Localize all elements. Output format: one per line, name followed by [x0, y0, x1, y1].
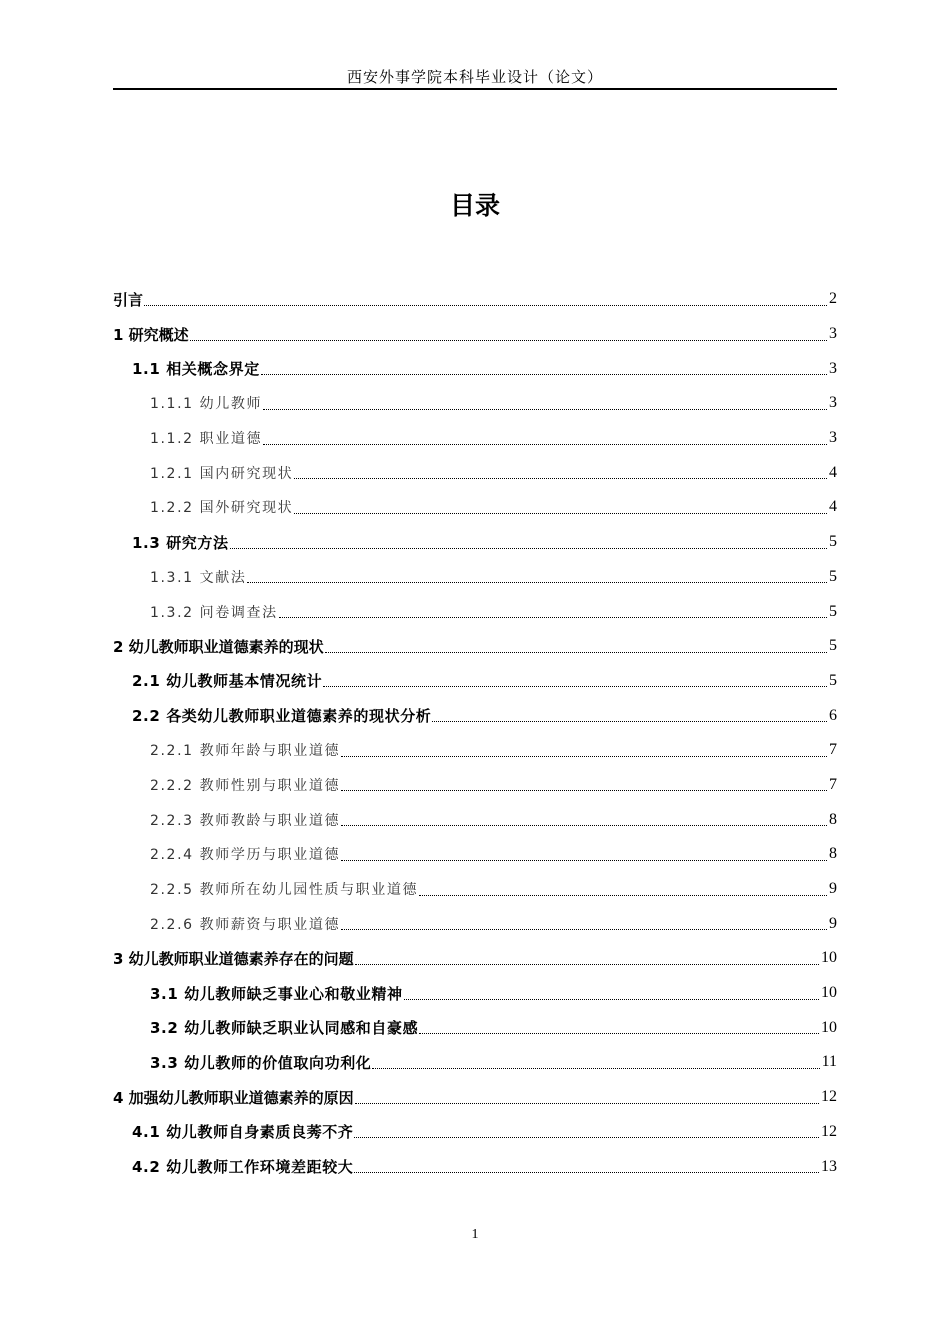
toc-entry-label: 1.3.1 文献法	[150, 569, 247, 586]
toc-dot-leader	[263, 409, 827, 410]
toc-entry[interactable]	[113, 941, 837, 976]
toc-entry-page: 3	[829, 429, 837, 447]
toc-entry-label: 3.3 幼儿教师的价值取向功利化	[150, 1053, 372, 1072]
toc-dot-leader	[263, 444, 827, 445]
toc-entry-label: 2.2.2 教师性别与职业道德	[150, 777, 341, 794]
toc-entry-label: 2.2.3 教师教龄与职业道德	[150, 812, 341, 829]
toc-entry-page: 5	[829, 567, 837, 585]
page-title: 目录	[449, 191, 500, 220]
toc-entry[interactable]	[113, 629, 837, 664]
toc-entry-label: 2 幼儿教师职业道德素养的现状	[113, 637, 324, 656]
toc-dot-leader	[432, 721, 827, 722]
toc-entry-page: 9	[829, 880, 837, 898]
toc-entry[interactable]	[113, 421, 837, 456]
toc-entry[interactable]	[113, 664, 837, 699]
toc-entry-label: 1.1.2 职业道德	[150, 431, 263, 448]
toc-entry[interactable]	[113, 490, 837, 525]
toc-entry-page: 6	[829, 706, 837, 724]
toc-dot-leader	[294, 513, 827, 514]
toc-entry-page: 7	[829, 741, 837, 759]
page-header: 西安外事学院本科毕业设计（论文）	[346, 68, 603, 86]
toc-entry[interactable]	[113, 976, 837, 1011]
toc-entry[interactable]	[113, 351, 837, 386]
toc-dot-leader	[341, 929, 827, 930]
toc-entry-page: 7	[829, 775, 837, 793]
toc-dot-leader	[354, 1172, 819, 1173]
toc-dot-leader	[247, 582, 827, 583]
toc-entry[interactable]	[113, 386, 837, 421]
toc-entry-label: 3.1 幼儿教师缺乏事业心和敬业精神	[150, 984, 403, 1003]
toc-entry-page: 3	[829, 359, 837, 377]
toc-entry-label: 2.2.6 教师薪资与职业道德	[150, 916, 341, 933]
toc-entry-label: 2.1 幼儿教师基本情况统计	[132, 672, 323, 691]
toc-entry-label: 2.2.5 教师所在幼儿园性质与职业道德	[150, 882, 419, 899]
toc-entry-label: 2.2.1 教师年龄与职业道德	[150, 743, 341, 760]
toc-entry-label: 1.1.1 幼儿教师	[150, 396, 263, 413]
toc-entry[interactable]	[113, 698, 837, 733]
toc-entry[interactable]	[113, 768, 837, 803]
toc-entry[interactable]	[113, 317, 837, 352]
toc-dot-leader	[372, 1068, 819, 1069]
toc-dot-leader	[279, 617, 827, 618]
toc-entry-page: 3	[829, 325, 837, 343]
toc-dot-leader	[419, 1033, 819, 1034]
toc-entry[interactable]	[113, 872, 837, 907]
table-of-contents	[113, 282, 837, 1184]
toc-dot-leader	[325, 652, 827, 653]
toc-entry[interactable]	[113, 455, 837, 490]
toc-entry-label: 1.2.1 国内研究现状	[150, 465, 294, 482]
toc-dot-leader	[323, 686, 827, 687]
toc-entry-page: 9	[829, 914, 837, 932]
toc-entry[interactable]	[113, 1010, 837, 1045]
toc-entry[interactable]	[113, 525, 837, 560]
toc-dot-leader	[341, 825, 827, 826]
toc-dot-leader	[261, 374, 827, 375]
toc-entry[interactable]	[113, 1115, 837, 1150]
toc-entry-label: 4 加强幼儿教师职业道德素养的原因	[113, 1088, 354, 1107]
toc-entry-label: 2.2 各类幼儿教师职业道德素养的现状分析	[132, 707, 432, 726]
toc-entry-page: 5	[829, 671, 837, 689]
toc-entry-page: 12	[821, 1122, 837, 1140]
toc-entry-label: 2.2.4 教师学历与职业道德	[150, 847, 341, 864]
toc-entry-label: 1.2.2 国外研究现状	[150, 500, 294, 517]
toc-entry-page: 8	[829, 810, 837, 828]
toc-entry[interactable]	[113, 733, 837, 768]
toc-entry-page: 10	[821, 949, 837, 967]
toc-entry-page: 4	[829, 463, 837, 481]
toc-entry-page: 5	[829, 602, 837, 620]
toc-entry-page: 11	[821, 1053, 837, 1071]
page-number: 1	[471, 1227, 479, 1242]
toc-entry-page: 8	[829, 845, 837, 863]
toc-entry[interactable]	[113, 560, 837, 595]
toc-dot-leader	[341, 756, 827, 757]
toc-entry-page: 10	[821, 984, 837, 1002]
toc-entry-page: 12	[821, 1088, 837, 1106]
toc-entry-label: 引言	[113, 290, 144, 309]
toc-dot-leader	[354, 1137, 819, 1138]
toc-entry[interactable]	[113, 1080, 837, 1115]
toc-dot-leader	[404, 999, 819, 1000]
toc-entry-page: 2	[829, 290, 837, 308]
toc-entry-label: 3.2 幼儿教师缺乏职业认同感和自豪感	[150, 1019, 419, 1038]
toc-dot-leader	[294, 478, 827, 479]
toc-entry-label: 4.2 幼儿教师工作环境差距较大	[132, 1158, 354, 1177]
toc-entry-page: 13	[821, 1157, 837, 1175]
toc-dot-leader	[190, 340, 827, 341]
toc-dot-leader	[355, 1103, 819, 1104]
header-rule	[113, 88, 837, 90]
toc-dot-leader	[144, 305, 827, 306]
toc-entry-label: 3 幼儿教师职业道德素养存在的问题	[113, 949, 354, 968]
toc-entry[interactable]	[113, 594, 837, 629]
toc-entry-label: 1.3.2 问卷调查法	[150, 604, 278, 621]
toc-entry-label: 1 研究概述	[113, 325, 189, 344]
toc-entry[interactable]	[113, 1149, 837, 1184]
toc-entry-label: 1.3 研究方法	[132, 533, 229, 552]
toc-dot-leader	[341, 860, 827, 861]
toc-entry[interactable]	[113, 1045, 837, 1080]
toc-entry-label: 1.1 相关概念界定	[132, 360, 260, 379]
toc-entry[interactable]	[113, 906, 837, 941]
toc-dot-leader	[355, 964, 819, 965]
toc-entry-page: 5	[829, 637, 837, 655]
toc-entry-label: 4.1 幼儿教师自身素质良莠不齐	[132, 1123, 354, 1142]
toc-entry-page: 5	[829, 533, 837, 551]
toc-dot-leader	[419, 895, 827, 896]
toc-entry[interactable]	[113, 802, 837, 837]
toc-entry[interactable]	[113, 282, 837, 317]
toc-entry-page: 4	[829, 498, 837, 516]
toc-dot-leader	[230, 548, 827, 549]
toc-dot-leader	[341, 790, 827, 791]
toc-entry-page: 3	[829, 394, 837, 412]
toc-entry-page: 10	[821, 1018, 837, 1036]
toc-entry[interactable]	[113, 837, 837, 872]
